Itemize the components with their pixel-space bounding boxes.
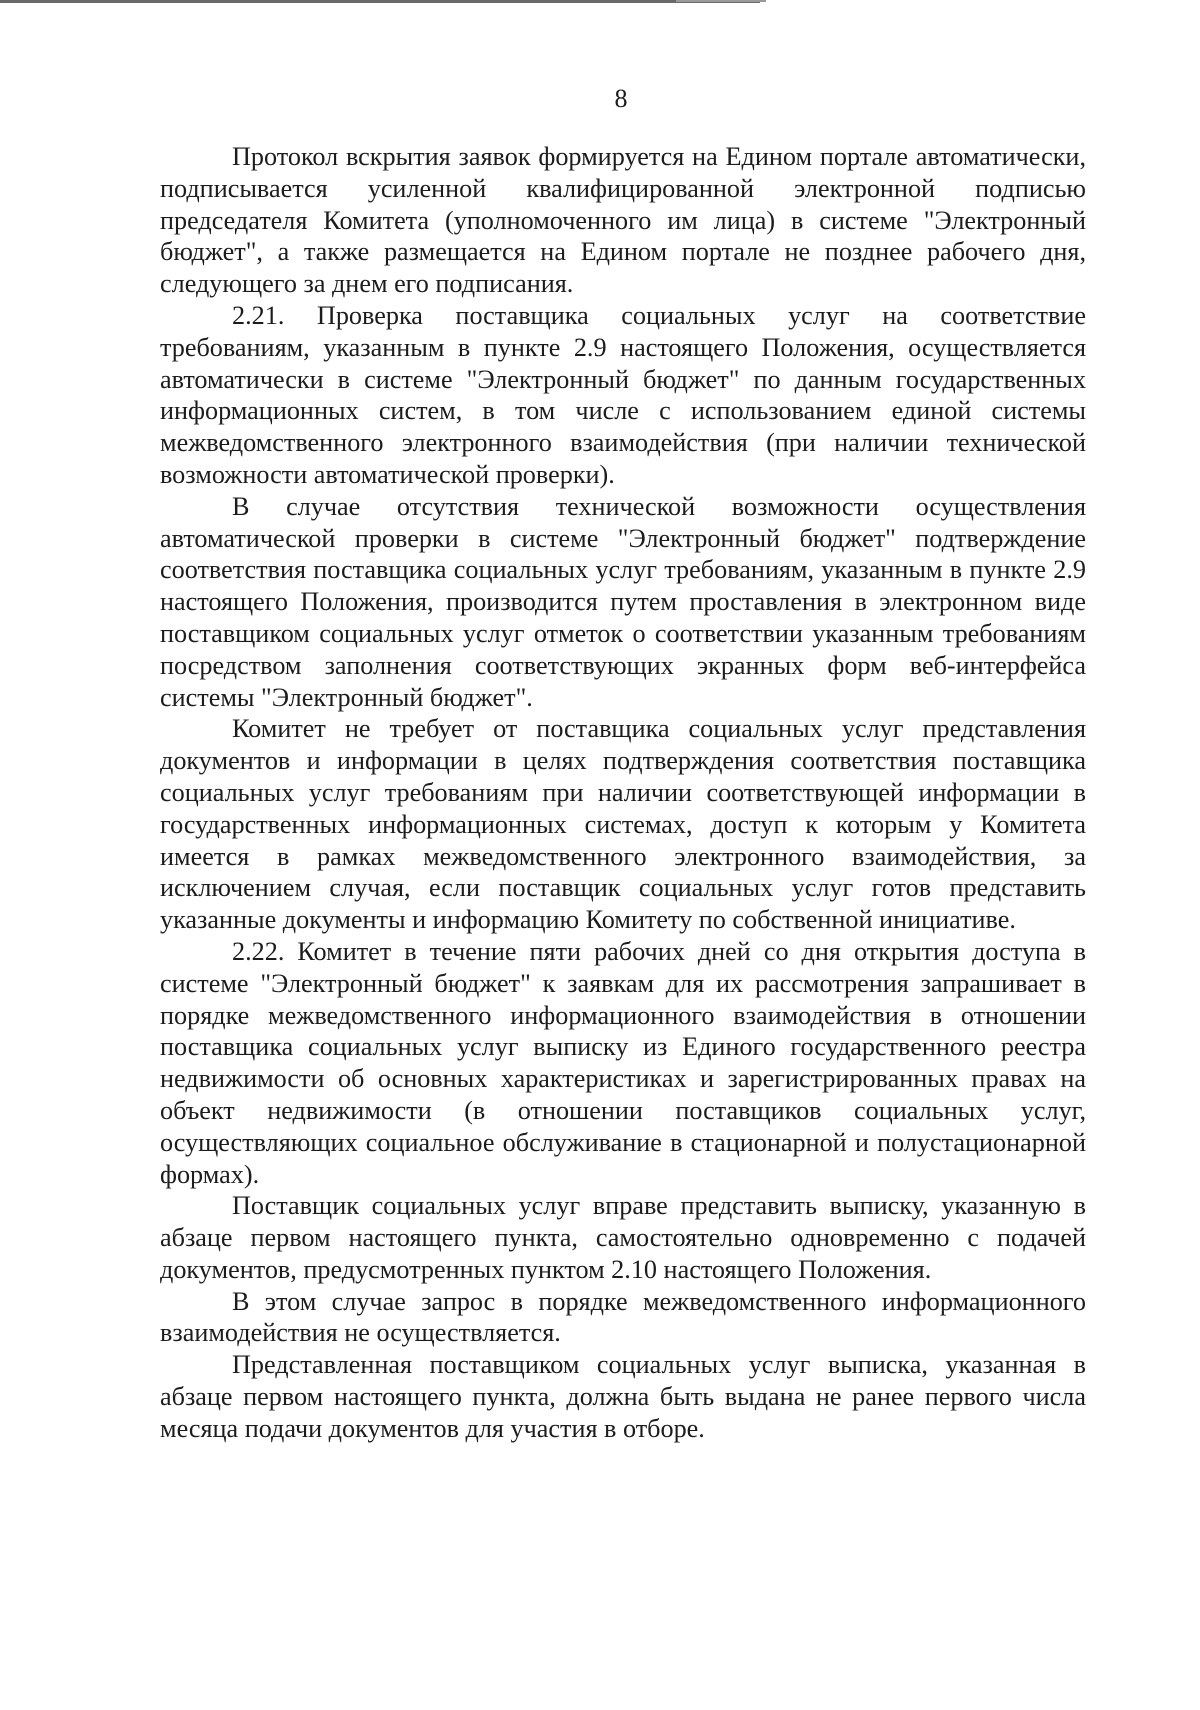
paragraph-2-22: 2.22. Комитет в течение пяти рабочих дней со дня открытия доступа в системе "Электронный бюджет" к заявкам для их рассмотрения запрашивает в порядке межведомственного информационного взаимодействия в отношении поставщика социальных услуг выписку из Единого государственного реестра недвижимости об основных характеристиках и зарегистрированных правах на объект недвижимости (в отношении поставщиков социальных услуг, осуществляющих социальное обслуживание в стационарной и полустационарной формах).	[160, 936, 1086, 1189]
page-number: 8	[614, 84, 628, 113]
paragraph-2-21: 2.21. Проверка поставщика социальных услуг на соответствие требованиям, указанным в пункте 2.9 настоящего Положения, осуществляется автоматически в системе "Электронный бюджет" по данным государственных информационных систем, в том числе с использованием единой системы межведомственного электронного взаимодействия (при наличии технической возможности автоматической проверки).	[160, 300, 1086, 489]
paragraph-no-technical-possibility: В случае отсутствия технической возможности осуществления автоматической проверки в системе "Электронный бюджет" подтверждение соответствия поставщика социальных услуг требованиям, указанным в пункте 2.9 настоящего Положения, производится путем проставления в электронном виде поставщиком социальных услуг отметок о соответствии указанным требованиям посредством заполнения соответствующих экранных форм веб-интерфейса системы "Электронный бюджет".	[160, 491, 1086, 712]
paragraph-extract-date: Представленная поставщиком социальных услуг выписка, указанная в абзаце первом настоящего пункта, должна быть выдана не ранее первого числа месяца подачи документов для участия в отборе.	[160, 1350, 1086, 1443]
paragraph-no-request: В этом случае запрос в порядке межведомственного информационного взаимодействия не осуществляется.	[160, 1286, 1086, 1348]
paragraph-supplier-may-submit: Поставщик социальных услуг вправе представить выписку, указанную в абзаце первом настоящего пункта, самостоятельно одновременно с подачей документов, предусмотренных пунктом 2.10 настоящего Положения.	[160, 1191, 1086, 1284]
paragraph-protocol: Протокол вскрытия заявок формируется на Едином портале автоматически, подписывается усиленной квалифицированной электронной подписью председателя Комитета (уполномоченного им лица) в системе "Электронный бюджет", а также размещается на Едином портале не позднее рабочего дня, следующего за днем его подписания.	[160, 142, 1086, 299]
paragraph-committee-does-not-require: Комитет не требует от поставщика социальных услуг представления документов и информации в целях подтверждения соответствия поставщика социальных услуг требованиям при наличии соответствующей информации в государственных информационных системах, доступ к которым у Комитета имеется в рамках межведомственного электронного взаимодействия, за исключением случая, если поставщик социальных услуг готов представить указанные документы и информацию Комитету по собственной инициативе.	[160, 714, 1086, 935]
scan-top-edge	[0, 0, 760, 3]
scan-top-edge-fragment	[676, 0, 766, 2]
document-body	[160, 141, 1086, 1445]
